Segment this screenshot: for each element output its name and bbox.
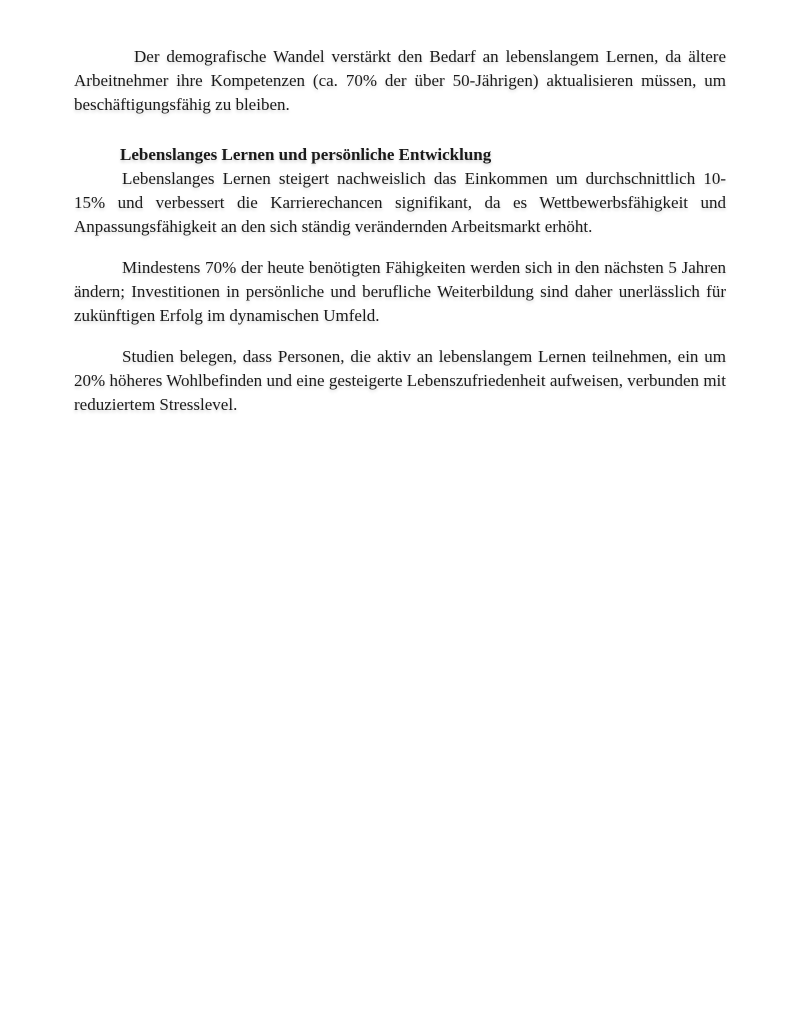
intro-paragraph: Der demografische Wandel verstärkt den Bedarf an lebenslangem Lernen, da ältere Arbeitnehmer ihre Kompetenzen (ca. 70% der über 50-Jährigen) aktualisieren müssen, um beschäftigungsfähig zu bleiben. — [74, 47, 726, 114]
income-paragraph: Lebenslanges Lernen steigert nachweislich das Einkommen um durchschnittlich 10-15% und verbessert die Karrierechancen signifikant, da es Wettbewerbsfähigkeit und Anpassungsfähigkeit an den sich ständig verändernden Arbeitsmarkt erhöht. — [74, 169, 726, 236]
skills-paragraph: Mindestens 70% der heute benötigten Fähigkeiten werden sich in den nächsten 5 Jahren ändern; Investitionen in persönliche und berufliche Weiterbildung sind daher unerlässlich für zukünftigen Erfolg im dynamischen Umfeld. — [74, 258, 726, 325]
section-heading: Lebenslanges Lernen und persönliche Entwicklung — [120, 145, 492, 164]
wellbeing-paragraph: Studien belegen, dass Personen, die aktiv an lebenslangem Lernen teilnehmen, ein um 20% höheres Wohlbefinden und eine gesteigerte Lebenszufriedenheit aufweisen, verbunden mit reduziertem Stresslevel. — [74, 347, 726, 414]
document-body — [74, 45, 726, 417]
